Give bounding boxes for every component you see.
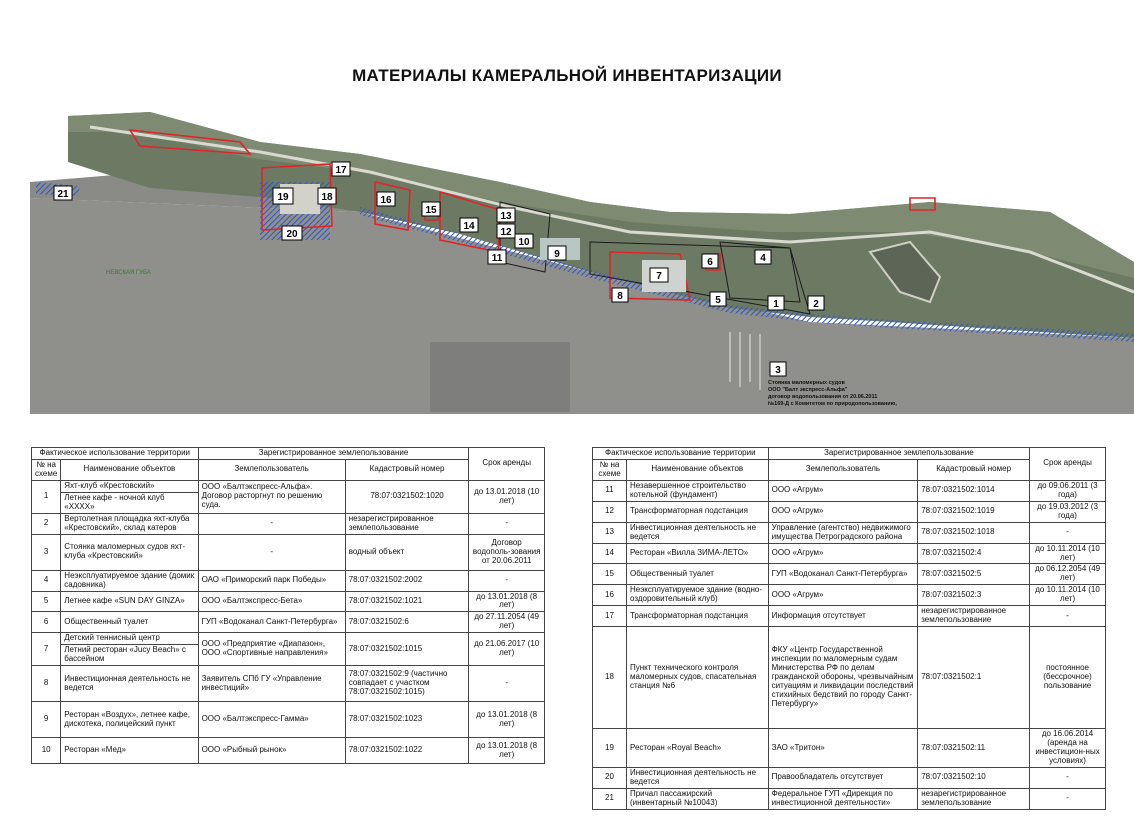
row-num: 17 [593,606,627,627]
header-land-user: Землепользователь [198,459,345,480]
svg-text:1: 1 [773,299,779,310]
cadastral-number: 78:07:0321502:3 [918,585,1030,606]
cadastral-number: 78:07:0321502:1014 [918,480,1030,501]
inventory-table-left [31,447,545,764]
cadastral-number: 78:07:0321502:6 [345,612,469,633]
cadastral-number: 78:07:0321502:1018 [918,522,1030,543]
header-actual-use: Фактическое использование территории [593,448,769,460]
map-marker [612,288,628,302]
land-user: ООО «Балтэкспресс-Бета» [198,591,345,612]
row-num: 5 [32,591,61,612]
svg-text:18: 18 [321,192,333,203]
table-row [593,480,1106,501]
header-num: № на схеме [593,459,627,480]
map-marker [318,188,336,204]
header-object-name: Наименование объектов [626,459,768,480]
map-marker [702,254,718,268]
land-user: Правообладатель отсутствует [768,768,918,789]
cadastral-number: 78:07:0321502:1021 [345,591,469,612]
land-user: - [198,534,345,570]
row-num: 14 [593,543,627,564]
land-user: ООО «Балтэкспресс-Альфа». Договор расторгнут по решению суда. [198,480,345,513]
land-user: Федеральное ГУП «Дирекция по инвестиционной деятельности» [768,788,918,809]
map-marker [768,296,784,310]
row-num: 1 [32,480,61,513]
header-actual-use: Фактическое использование территории [32,448,199,460]
row-num: 16 [593,585,627,606]
map-marker [332,162,350,176]
map-marker [548,246,566,260]
lease-term: - [469,666,545,702]
cadastral-number: 78:07:0321502:9 (частично совпадает с участком 78:07:0321502:1015) [345,666,469,702]
row-num: 3 [32,534,61,570]
svg-text:6: 6 [707,257,713,268]
cadastral-number: незарегистрированное землепользование [918,606,1030,627]
cadastral-number: 78:07:0321502:1022 [345,738,469,764]
row-num: 4 [32,570,61,591]
map-marker [488,250,506,264]
header-object-name: Наименование объектов [61,459,198,480]
map-marker [54,186,72,200]
svg-text:21: 21 [57,189,69,200]
row-num: 2 [32,513,61,534]
land-user: ООО «Рыбный рынок» [198,738,345,764]
table-row [32,570,545,591]
header-num: № на схеме [32,459,61,480]
lease-term: до 13.01.2018 (8 лет) [469,738,545,764]
row-num: 6 [32,612,61,633]
object-name: Стоянка маломерных судов яхт-клуба «Крестовский» [61,534,198,570]
table-row [593,788,1106,809]
lease-term: до 13.01.2018 (10 лет) [469,480,545,513]
lease-term: - [1030,522,1106,543]
row-num: 20 [593,768,627,789]
lease-term: до 06.12.2054 (49 лет) [1030,564,1106,585]
object-name: Ресторан «Воздух», летнее кафе, дискотека, полицейский пункт [61,702,198,738]
land-user: Управление (агентство) недвижимого имущества Петроградского района [768,522,918,543]
land-user: ООО «Агрум» [768,543,918,564]
svg-text:11: 11 [491,253,503,264]
object-name: Трансформаторная подстанция [626,501,768,522]
object-name: Причал пассажирский (инвентарный №10043) [626,788,768,809]
svg-text:3: 3 [775,365,781,376]
svg-text:8: 8 [617,291,623,302]
map-marker [422,202,440,216]
land-user: ООО «Предприятие «Диапазон», ООО «Спортивные направления» [198,633,345,666]
object-name: Ресторан «Royal Beach» [626,729,768,768]
svg-text:9: 9 [554,249,560,260]
land-user: ООО «Агрум» [768,501,918,522]
row-num: 18 [593,627,627,729]
header-cadastral: Кадастровый номер [345,459,469,480]
map-marker [515,234,533,248]
row-num: 12 [593,501,627,522]
land-user: ООО «Агрум» [768,480,918,501]
land-user: ФКУ «Центр Государственной инспекции по маломерным судам Министерства РФ по делам гражданской обороны, чрезвычайным ситуациям и ликвидации последствий стихийных бедствий по городу Санкт-Петербургу» [768,627,918,729]
map-marker [273,188,293,204]
table-row [593,729,1106,768]
cadastral-number: 78:07:0321502:1 [918,627,1030,729]
object-name: Инвестиционная деятельность не ведется [61,666,198,702]
cadastral-number: 78:07:0321502:1020 [345,480,469,513]
cadastral-number: незарегистрированное землепользование [918,788,1030,809]
table-row [32,591,545,612]
table-row [32,480,545,492]
table-row [593,768,1106,789]
svg-text:17: 17 [335,165,347,176]
header-registered: Зарегистрированное землепользование [198,448,469,460]
object-name: Трансформаторная подстанция [626,606,768,627]
svg-text:13: 13 [500,211,512,222]
lease-term: - [469,570,545,591]
cadastral-number: 78:07:0321502:4 [918,543,1030,564]
header-term: Срок аренды [469,448,545,481]
table-row [593,606,1106,627]
object-name: Летний ресторан «Jucy Beach» с бассейном [61,645,198,666]
map-note-line: №169-Д с Комитетом по природопользованию, [768,401,897,407]
lease-term: до 21.06.2017 (10 лет) [469,633,545,666]
lease-term: Договор водополь-зования от 20.06.2011 [469,534,545,570]
land-user: Заявитель СПб ГУ «Управление инвестиций» [198,666,345,702]
cadastral-number: водный объект [345,534,469,570]
table-row [593,522,1106,543]
land-user: ООО «Агрум» [768,585,918,606]
land-user: - [198,513,345,534]
map-marker [460,218,478,232]
header-term: Срок аренды [1030,448,1106,481]
table-row [32,513,545,534]
row-num: 15 [593,564,627,585]
map-note-line: ООО "Балт экспресс-Альфа" [768,387,848,393]
object-name: Общественный туалет [626,564,768,585]
table-row [32,666,545,702]
lease-term: до 19.03.2012 (3 года) [1030,501,1106,522]
svg-text:7: 7 [656,271,662,282]
row-num: 7 [32,633,61,666]
svg-text:19: 19 [277,192,289,203]
lease-term: до 09.06.2011 (3 года) [1030,480,1106,501]
lease-term: до 10.11.2014 (10 лет) [1030,543,1106,564]
header-cadastral: Кадастровый номер [918,459,1030,480]
object-name: Неэксплуатируемое здание (домик садовника) [61,570,198,591]
map-marker [808,296,824,310]
site-map [30,102,1134,414]
table-row [32,738,545,764]
row-num: 10 [32,738,61,764]
page-title: МАТЕРИАЛЫ КАМЕРАЛЬНОЙ ИНВЕНТАРИЗАЦИИ [352,66,782,85]
object-name: Пункт технического контроля маломерных судов, спасательная станция №6 [626,627,768,729]
land-user: ОАО «Приморский парк Победы» [198,570,345,591]
row-num: 21 [593,788,627,809]
row-num: 9 [32,702,61,738]
bay-label: НЕВСКАЯ ГУБА [106,270,151,276]
table-row [593,564,1106,585]
map-marker [282,226,302,240]
cadastral-number: 78:07:0321502:2002 [345,570,469,591]
table-row [32,702,545,738]
table-row [593,501,1106,522]
map-marker [755,250,771,264]
object-name: Летнее кафе - ночной клуб «ХХХХ» [61,492,198,513]
inventory-table-right [592,447,1106,810]
table-row [32,612,545,633]
map-marker [377,192,395,206]
map-marker [497,208,515,222]
land-user: Информация отсутствует [768,606,918,627]
map-note-line: договор водопользования от 20.06.2011 [768,394,878,400]
cadastral-number: 78:07:0321502:10 [918,768,1030,789]
svg-text:20: 20 [286,229,298,240]
object-name: Вертолетная площадка яхт-клуба «Крестовский», склад катеров [61,513,198,534]
lease-term: - [1030,788,1106,809]
lease-term: до 27.11.2054 (49 лет) [469,612,545,633]
map-marker [650,268,668,282]
header-land-user: Землепользователь [768,459,918,480]
svg-text:15: 15 [425,205,437,216]
object-name: Неэксплуатируемое здание (водно-оздоровительный клуб) [626,585,768,606]
object-name: Яхт-клуб «Крестовский» [61,480,198,492]
cadastral-number: 78:07:0321502:1015 [345,633,469,666]
svg-text:5: 5 [715,295,721,306]
cadastral-number: 78:07:0321502:5 [918,564,1030,585]
svg-text:4: 4 [760,253,766,264]
svg-text:16: 16 [380,195,392,206]
row-num: 13 [593,522,627,543]
lease-term: - [1030,768,1106,789]
lease-term: до 16.06.2014 (аренда на инвестицион-ных условиях) [1030,729,1106,768]
lease-term: до 13.01.2018 (8 лет) [469,702,545,738]
land-user: ГУП «Водоканал Санкт-Петербурга» [198,612,345,633]
map-marker [770,362,786,376]
row-num: 11 [593,480,627,501]
cadastral-number: 78:07:0321502:11 [918,729,1030,768]
table-row [593,627,1106,729]
object-name: Инвестиционная деятельность не ведется [626,768,768,789]
table-row [32,534,545,570]
header-registered: Зарегистрированное землепользование [768,448,1029,460]
map-marker [710,292,726,306]
lease-term: до 10.11.2014 (10 лет) [1030,585,1106,606]
object-name: Ресторан «Вилла ЗИМА-ЛЕТО» [626,543,768,564]
object-name: Детский теннисный центр [61,633,198,645]
object-name: Общественный туалет [61,612,198,633]
map-marker [497,224,515,238]
land-user: ГУП «Водоканал Санкт-Петербурга» [768,564,918,585]
cadastral-number: 78:07:0321502:1023 [345,702,469,738]
svg-text:2: 2 [813,299,819,310]
cadastral-number: незарегистрированное землепользование [345,513,469,534]
object-name: Летнее кафе «SUN DAY GINZA» [61,591,198,612]
cadastral-number: 78:07:0321502:1019 [918,501,1030,522]
svg-text:10: 10 [518,237,530,248]
lease-term: до 13.01.2018 (8 лет) [469,591,545,612]
table-row [593,543,1106,564]
lease-term: - [1030,606,1106,627]
lease-term: постоянное (бессрочное) пользование [1030,627,1106,729]
map-note-line: Стоянка маломерных судов [768,380,845,386]
svg-text:14: 14 [463,221,475,232]
lease-term: - [469,513,545,534]
object-name: Инвестиционная деятельность не ведется [626,522,768,543]
table-row [32,633,545,645]
object-name: Ресторан «Мед» [61,738,198,764]
svg-text:12: 12 [500,227,512,238]
land-user: ООО «Балтэкспресс-Гамма» [198,702,345,738]
row-num: 19 [593,729,627,768]
object-name: Незавершенное строительство котельной (фундамент) [626,480,768,501]
row-num: 8 [32,666,61,702]
table-row [593,585,1106,606]
land-user: ЗАО «Тритон» [768,729,918,768]
